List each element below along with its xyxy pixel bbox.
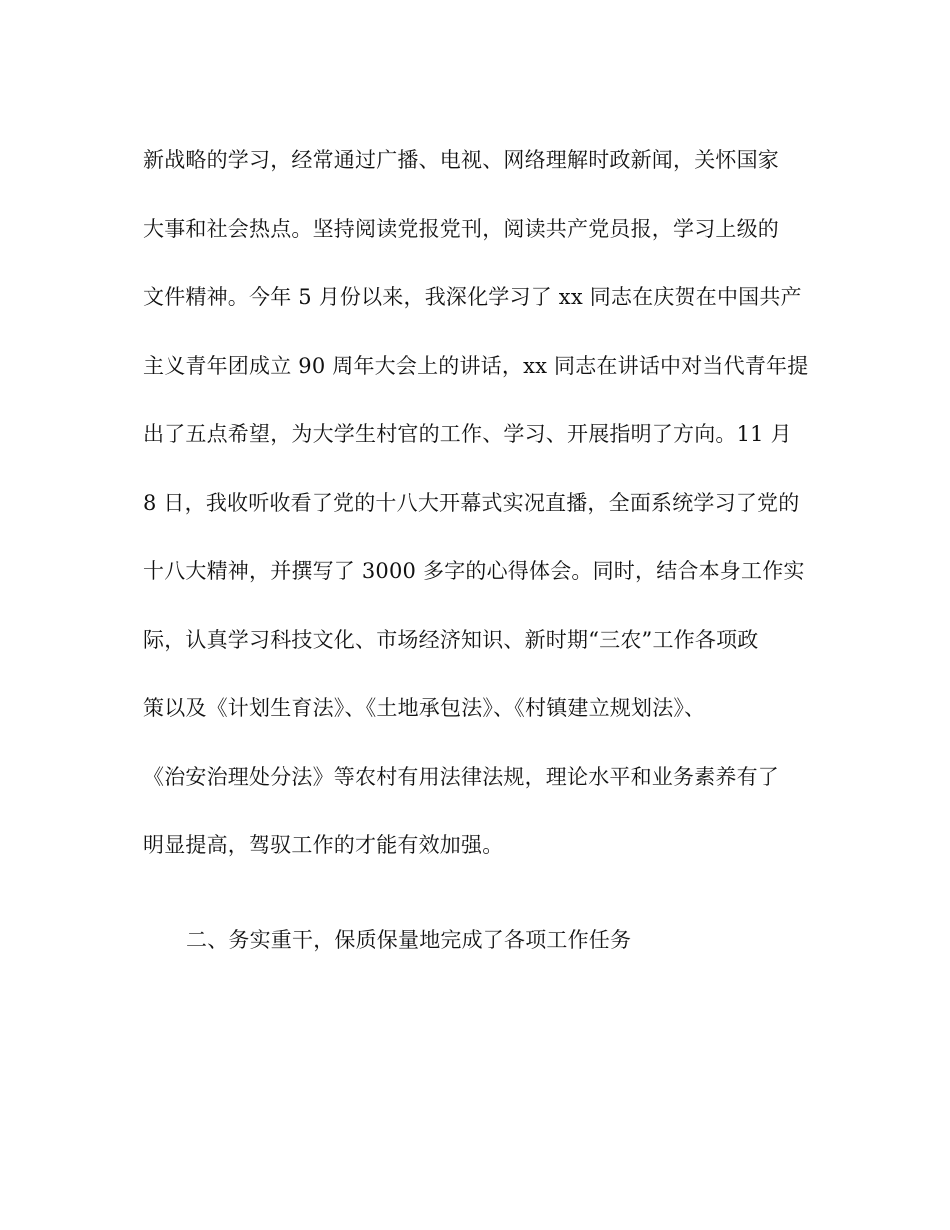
text-line: 明显提高，驾驭工作的才能有效加强。	[143, 833, 504, 857]
section-heading: 二、务实重干，保质保量地完成了各项工作任务	[186, 928, 632, 952]
text-line: 文件精神。今年 5 月份以来，我深化学习了 xx 同志在庆贺在中国共产	[143, 285, 802, 309]
text-line: 《治安治理处分法》等农村有用法律法规，理论水平和业务素养有了	[143, 764, 779, 789]
text-line: 新战略的学习，经常通过广播、电视、网络理解时政新闻，关怀国家	[143, 148, 779, 172]
text-line: 策以及《计划生育法》、《土地承包法》、《村镇建立规划法》、	[143, 696, 706, 720]
text-line: 8 日，我收听收看了党的十八大开幕式实况直播，全面系统学习了党的	[143, 490, 800, 515]
text-line: 际，认真学习科技文化、市场经济知识、新时期“三农”工作各项政	[143, 627, 759, 652]
text-line: 大事和社会热点。坚持阅读党报党刊，阅读共产党员报，学习上级的	[143, 216, 779, 241]
text-line: 十八大精神，并撰写了 3000 多字的心得体会。同时，结合本身工作实	[143, 559, 805, 583]
text-line: 主义青年团成立 90 周年大会上的讲话，xx 同志在讲话中对当代青年提	[143, 353, 809, 378]
body-paragraph	[143, 140, 818, 894]
text-line: 出了五点希望，为大学生村官的工作、学习、开展指明了方向。11 月	[143, 422, 792, 446]
